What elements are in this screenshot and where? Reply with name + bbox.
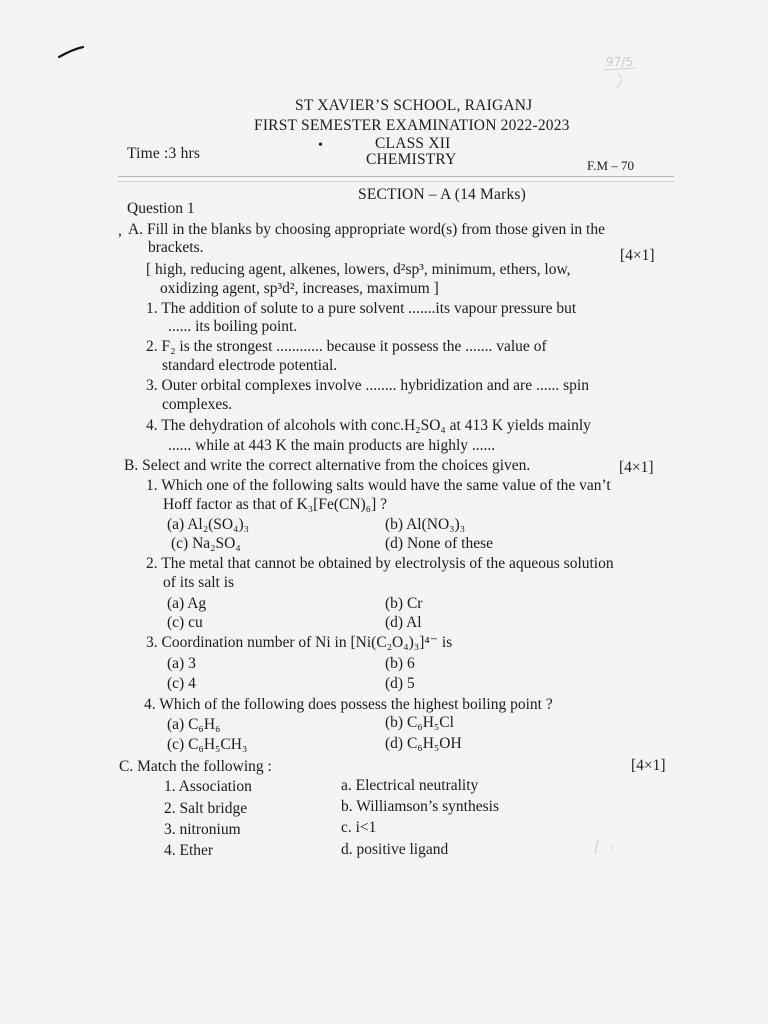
part-b-marks: [4×1] — [619, 459, 654, 476]
part-b-q3: 3. Coordination number of Ni in [Ni(C₂O₄)₃]⁴⁻ is — [146, 634, 453, 651]
part-b-q4-option-c: (c) C₆H₅CH₃ — [167, 736, 248, 753]
part-b-q2: 2. The metal that cannot be obtained by electrolysis of the aqueous solution — [146, 555, 614, 572]
part-b-q1: 1. Which one of the following salts would have the same value of the van’t — [146, 477, 611, 494]
match-left-4: 4. Ether — [164, 842, 214, 859]
part-b-q4: 4. Which of the following does possess the highest boiling point ? — [144, 696, 553, 713]
part-b-q1-option-b: (b) Al(NO₃)₃ — [385, 516, 466, 533]
part-b-q4-option-a: (a) C₆H₆ — [167, 716, 221, 733]
part-b-q2-option-a: (a) Ag — [167, 595, 207, 612]
match-right-d: d. positive ligand — [341, 841, 449, 858]
part-b-q3-option-d: (d) 5 — [385, 675, 415, 692]
question-label: Question 1 — [127, 200, 195, 217]
part-b-q1-option-c: (c) Na₂SO₄ — [171, 535, 241, 552]
exam-title: FIRST SEMESTER EXAMINATION 2022-2023 — [254, 117, 570, 134]
match-left-1: 1. Association — [164, 778, 252, 795]
subject-label: CHEMISTRY — [366, 151, 457, 168]
part-a-item-2-cont: standard electrode potential. — [162, 357, 338, 374]
match-left-3: 3. nitronium — [164, 821, 241, 838]
part-b-q1-cont: Hoff factor as that of K₃[Fe(CN)₆] ? — [163, 496, 388, 513]
part-a-item-3: 3. Outer orbital complexes involve ........ hybridization and are ...... spin — [146, 377, 589, 394]
header-divider-secondary — [118, 181, 674, 182]
stray-dot: • — [318, 138, 323, 153]
match-right-b: b. Williamson’s synthesis — [341, 798, 499, 815]
match-right-c: c. i<1 — [341, 819, 377, 836]
time-label: Time :3 hrs — [127, 145, 201, 162]
part-b-q4-option-d: (d) C₆H₅OH — [385, 735, 462, 752]
part-a-item-4-cont: ...... while at 443 K the main products are highly ...... — [168, 437, 496, 454]
part-a-item-1-cont: ...... its boiling point. — [168, 318, 298, 335]
part-b-instruction: B. Select and write the correct alternative from the choices given. — [124, 457, 531, 474]
part-a-item-2: 2. F₂ is the strongest ............ because it possess the ....... value of — [146, 338, 547, 355]
part-a-item-4: 4. The dehydration of alcohols with conc.H₂SO₄ at 413 K yields mainly — [146, 417, 591, 434]
match-left-2: 2. Salt bridge — [164, 800, 248, 817]
part-a-item-3-cont: complexes. — [162, 396, 233, 413]
part-b-q2-option-c: (c) cu — [167, 614, 203, 631]
school-name: ST XAVIER’S SCHOOL, RAIGANJ — [295, 97, 533, 114]
full-marks: F.M – 70 — [587, 158, 634, 173]
part-a-marks: [4×1] — [620, 247, 655, 264]
part-a-options-cont: oxidizing agent, sp³d², increases, maximum ] — [160, 280, 439, 297]
section-title: SECTION – A (14 Marks) — [358, 186, 527, 203]
part-a-instruction: A. Fill in the blanks by choosing appropriate word(s) from those given in the — [128, 221, 605, 238]
part-a-instruction-cont: brackets. — [148, 239, 204, 256]
part-b-q3-option-c: (c) 4 — [167, 675, 196, 692]
part-a-item-1: 1. The addition of solute to a pure solvent .......its vapour pressure but — [146, 300, 577, 317]
pencil-marks-icon — [600, 50, 640, 94]
class-label: CLASS XII — [375, 135, 451, 152]
stray-mark-icon — [592, 836, 622, 860]
part-b-q2-option-b: (b) Cr — [385, 595, 423, 612]
part-b-q4-option-b: (b) C₆H₅Cl — [385, 714, 454, 731]
part-b-q2-cont: of its salt is — [163, 574, 235, 591]
part-b-q3-option-b: (b) 6 — [385, 655, 415, 672]
part-b-q2-option-d: (d) Al — [385, 614, 422, 631]
part-b-q1-option-a: (a) Al₂(SO₄)₃ — [167, 516, 250, 533]
part-b-q3-option-a: (a) 3 — [167, 655, 196, 672]
match-right-a: a. Electrical neutrality — [341, 777, 479, 794]
header-divider — [118, 176, 674, 177]
part-c-marks: [4×1] — [631, 757, 666, 774]
part-a-marker: , — [118, 222, 122, 239]
part-c-instruction: C. Match the following : — [119, 758, 272, 775]
part-a-options: [ high, reducing agent, alkenes, lowers, d²sp³, minimum, ethers, low, — [146, 261, 571, 278]
part-b-q1-option-d: (d) None of these — [385, 535, 494, 552]
check-mark-icon — [58, 46, 84, 58]
svg-text:97/5: 97/5 — [606, 55, 633, 69]
